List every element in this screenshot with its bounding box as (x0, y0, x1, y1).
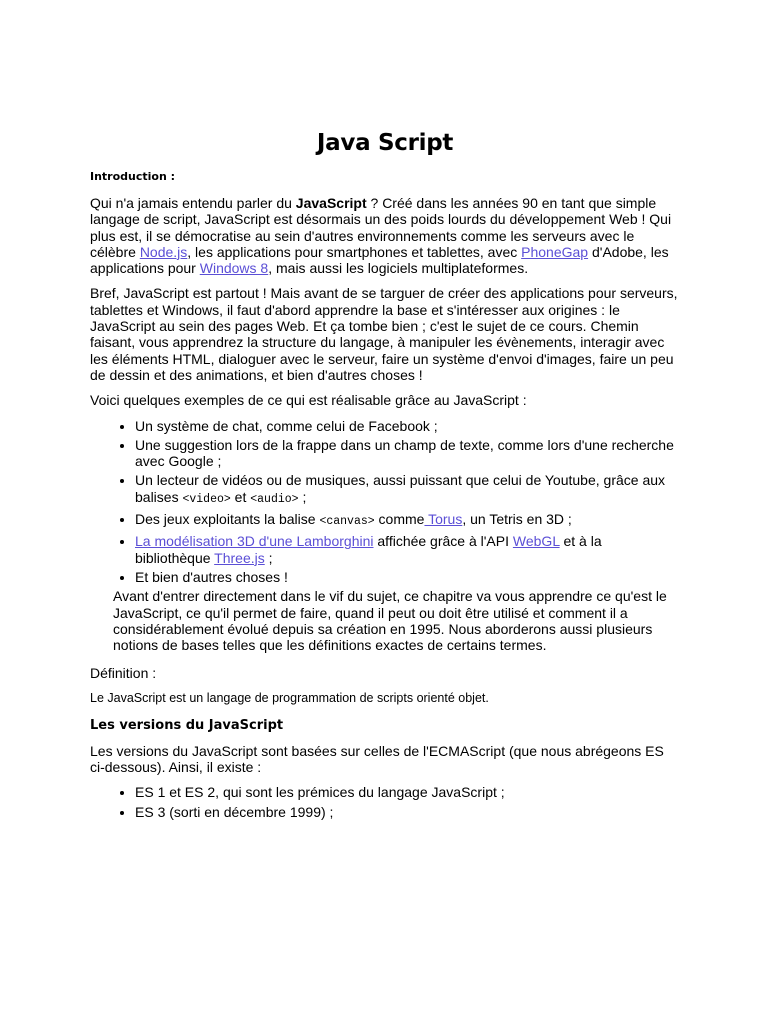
list-item: • ES 1 et ES 2, qui sont les prémices du langage JavaScript ; (135, 784, 680, 800)
text-run: , un Tetris en 3D ; (462, 511, 572, 528)
link-lamborghini[interactable]: La modélisation 3D d'une Lamborghini (135, 533, 374, 550)
list-item: • Une suggestion lors de la frappe dans un champ de texte, comme lors d'une recherche avec Google ; (135, 437, 680, 470)
text-run: ; (264, 549, 273, 566)
list-item: • Et bien d'autres choses ! (135, 569, 680, 585)
text-run: comme (374, 511, 425, 528)
link-nodejs[interactable]: Node.js (139, 243, 188, 260)
intro-label: Introduction : (90, 170, 176, 183)
link-threejs[interactable]: Three.js (214, 549, 265, 566)
text-run: d'Adobe, les applications pour (90, 243, 669, 277)
bold-javascript: JavaScript (295, 195, 367, 211)
bref-paragraph: Bref, JavaScript est partout ! Mais avant de se targuer de créer des applications pour serveurs, tablettes et Windows, il faut d'abord apprendre la base et s'intéresser aux origines : le JavaScript au sein des pages Web. Et ça tombe bien ; c'est le sujet de ce cours. Chemin faisant, vous apprendrez la structure du langage, à manipuler les évènements, interagir avec les éléments HTML, dialoguer avec le serveur, faire un système d'envoi d'images, faire un peu de dessin et des animations, et bien d'autres choses ! (90, 285, 678, 383)
versions-intro: Les versions du JavaScript sont basées sur celles de l'ECMAScript (que nous abrégeons ES ci-dessous). Ainsi, il existe : (90, 742, 664, 776)
versions-heading: Les versions du JavaScript (90, 717, 284, 733)
code-canvas: <canvas> (319, 515, 375, 529)
list-item (135, 511, 680, 530)
text-run: affichée grâce à l'API (373, 533, 513, 550)
list-item: • Un système de chat, comme celui de Facebook ; (135, 418, 680, 434)
link-phonegap[interactable]: PhoneGap (521, 243, 589, 260)
link-webgl[interactable]: WebGL (512, 533, 560, 550)
list-item (135, 533, 680, 566)
definition-label: Définition : (90, 665, 157, 682)
text-run: Qui n'a jamais entendu parler du (90, 195, 296, 211)
chapter-overview-paragraph: Avant d'entrer directement dans le vif du sujet, ce chapitre va vous apprendre ce qu'est le JavaScript, ce qu'il permet de faire, quand il peut ou doit être utilisé et comment il a considérablement évolué depuis sa création en 1995. Nous aborderons aussi plusieurs notions de bases telles que les définitions exactes de certains termes. (113, 588, 667, 654)
text-run: Un lecteur de vidéos ou de musiques, aussi puissant que celui de Youtube, grâce aux balises (135, 472, 666, 505)
text-run: et (230, 488, 251, 505)
code-video: <video> (182, 492, 231, 506)
text-run: , les applications pour smartphones et tablettes, avec (187, 243, 522, 260)
link-torus[interactable]: Torus (424, 511, 463, 528)
text-run: Des jeux exploitants la balise (135, 511, 320, 528)
text-run: et à la bibliothèque (135, 533, 602, 566)
list-item: • ES 3 (sorti en décembre 1999) ; (135, 804, 680, 820)
text-run: ? Créé dans les années 90 en tant que simple langage de script, JavaScript est désormais un des poids lourds du développement Web ! Qui plus est, il se démocratise au sein d'autres environnements comme les serveurs avec le célèbre (90, 195, 672, 260)
intro-paragraph (90, 195, 680, 276)
text-run: ; (298, 488, 307, 505)
examples-list (90, 418, 680, 586)
code-audio: <audio> (250, 492, 299, 506)
link-windows-8[interactable]: Windows 8 (199, 260, 269, 277)
document-content (90, 130, 680, 823)
list-item (135, 472, 680, 508)
page-title: Java Script (316, 130, 454, 156)
examples-intro: Voici quelques exemples de ce qui est réalisable grâce au JavaScript : (90, 392, 527, 409)
definition-text: Le JavaScript est un langage de programmation de scripts orienté objet. (90, 690, 489, 705)
versions-list (90, 784, 680, 820)
text-run: , mais aussi les logiciels multiplateformes. (268, 260, 529, 277)
